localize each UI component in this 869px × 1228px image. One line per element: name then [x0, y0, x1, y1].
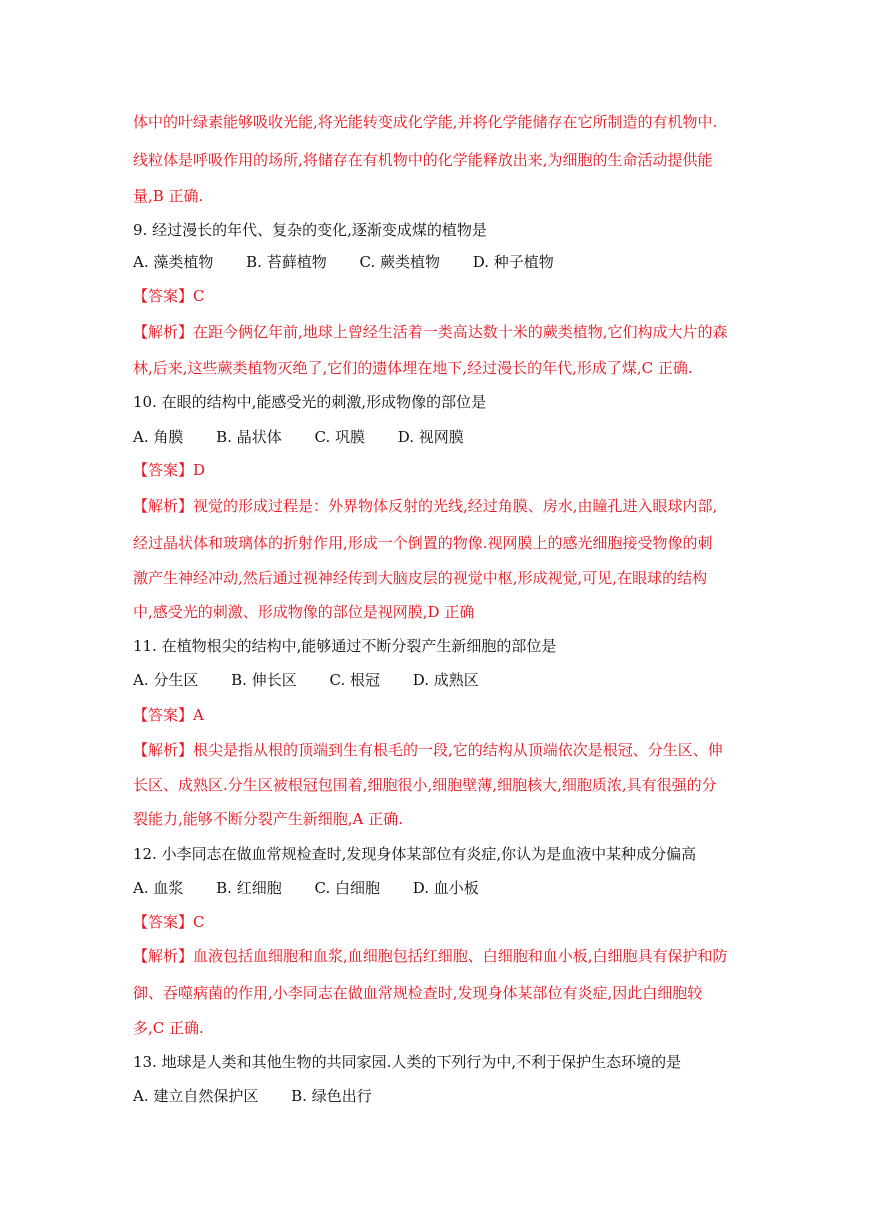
explanation-line: 量,B 正确. [133, 187, 204, 205]
question-10-analysis-line: 激产生神经冲动,然后通过视神经传到大脑皮层的视觉中枢,形成视觉,可见,在眼球的结构 [133, 569, 708, 587]
option-b: B. 红细胞 [216, 879, 282, 897]
question-13-stem: 13. 地球是人类和其他生物的共同家园.人类的下列行为中,不利于保护生态环境的是 [133, 1053, 682, 1071]
question-9-analysis-line: 林,后来,这些蕨类植物灭绝了,它们的遗体埋在地下,经过漫长的年代,形成了煤,C 正确. [133, 359, 693, 377]
question-11-options [133, 670, 479, 690]
question-10-analysis-line: 【解析】视觉的形成过程是：外界物体反射的光线,经过角膜、房水,由瞳孔进入眼球内部, [133, 497, 718, 515]
option-c: C. 蕨类植物 [359, 253, 440, 271]
question-12-stem: 12. 小李同志在做血常规检查时,发现身体某部位有炎症,你认为是血液中某种成分偏高 [133, 845, 697, 863]
question-10-options [133, 427, 464, 447]
option-b: B. 伸长区 [231, 671, 297, 689]
option-a: A. 分生区 [133, 671, 199, 689]
question-10-answer: 【答案】D [133, 461, 206, 479]
option-a: A. 藻类植物 [133, 253, 214, 271]
question-12-analysis-line: 多,C 正确. [133, 1019, 204, 1037]
question-10-analysis-line: 中,感受光的刺激、形成物像的部位是视网膜,D 正确 [133, 603, 475, 621]
option-d: D. 血小板 [412, 879, 479, 897]
option-c: C. 根冠 [329, 671, 380, 689]
option-c: C. 白细胞 [314, 879, 380, 897]
question-9-analysis-line: 【解析】在距今俩亿年前,地球上曾经生活着一类高达数十米的蕨类植物,它们构成大片的森 [133, 323, 728, 341]
question-11-analysis-line: 【解析】根尖是指从根的顶端到生有根毛的一段,它的结构从顶端依次是根冠、分生区、伸 [133, 741, 723, 759]
option-c: C. 巩膜 [314, 428, 365, 446]
question-12-analysis-line: 【解析】血液包括血细胞和血浆,血细胞包括红细胞、白细胞和血小板,白细胞具有保护和防 [133, 947, 728, 965]
question-9-options [133, 252, 554, 272]
question-9-stem: 9. 经过漫长的年代、复杂的变化,逐渐变成煤的植物是 [133, 221, 487, 239]
option-b: B. 苔藓植物 [246, 253, 327, 271]
question-12-options [133, 878, 479, 898]
option-b: B. 晶状体 [216, 428, 282, 446]
question-13-options [133, 1086, 372, 1106]
question-11-analysis-line: 长区、成熟区.分生区被根冠包围着,细胞很小,细胞壁薄,细胞核大,细胞质浓,具有很强的分 [133, 776, 717, 794]
question-9-answer: 【答案】C [133, 287, 205, 305]
option-a: A. 建立自然保护区 [133, 1087, 259, 1105]
option-a: A. 角膜 [133, 428, 184, 446]
question-10-analysis-line: 经过晶状体和玻璃体的折射作用,形成一个倒置的物像.视网膜上的感光细胞接受物像的刺 [133, 534, 713, 552]
question-12-answer: 【答案】C [133, 913, 205, 931]
option-d: D. 种子植物 [472, 253, 554, 271]
option-d: D. 成熟区 [412, 671, 479, 689]
question-11-analysis-line: 裂能力,能够不断分裂产生新细胞,A 正确. [133, 810, 403, 828]
question-12-analysis-line: 御、吞噬病菌的作用,小李同志在做血常规检查时,发现身体某部位有炎症,因此白细胞较 [133, 984, 703, 1002]
question-10-stem: 10. 在眼的结构中,能感受光的刺激,形成物像的部位是 [133, 393, 487, 411]
option-d: D. 视网膜 [397, 428, 464, 446]
question-11-stem: 11. 在植物根尖的结构中,能够通过不断分裂产生新细胞的部位是 [133, 637, 557, 655]
question-11-answer: 【答案】A [133, 706, 204, 724]
option-a: A. 血浆 [133, 879, 184, 897]
option-b: B. 绿色出行 [291, 1087, 372, 1105]
explanation-line: 线粒体是呼吸作用的场所,将储存在有机物中的化学能释放出来,为细胞的生命活动提供能 [133, 151, 713, 169]
explanation-line: 体中的叶绿素能够吸收光能,将光能转变成化学能,并将化学能储存在它所制造的有机物中. [133, 113, 718, 131]
